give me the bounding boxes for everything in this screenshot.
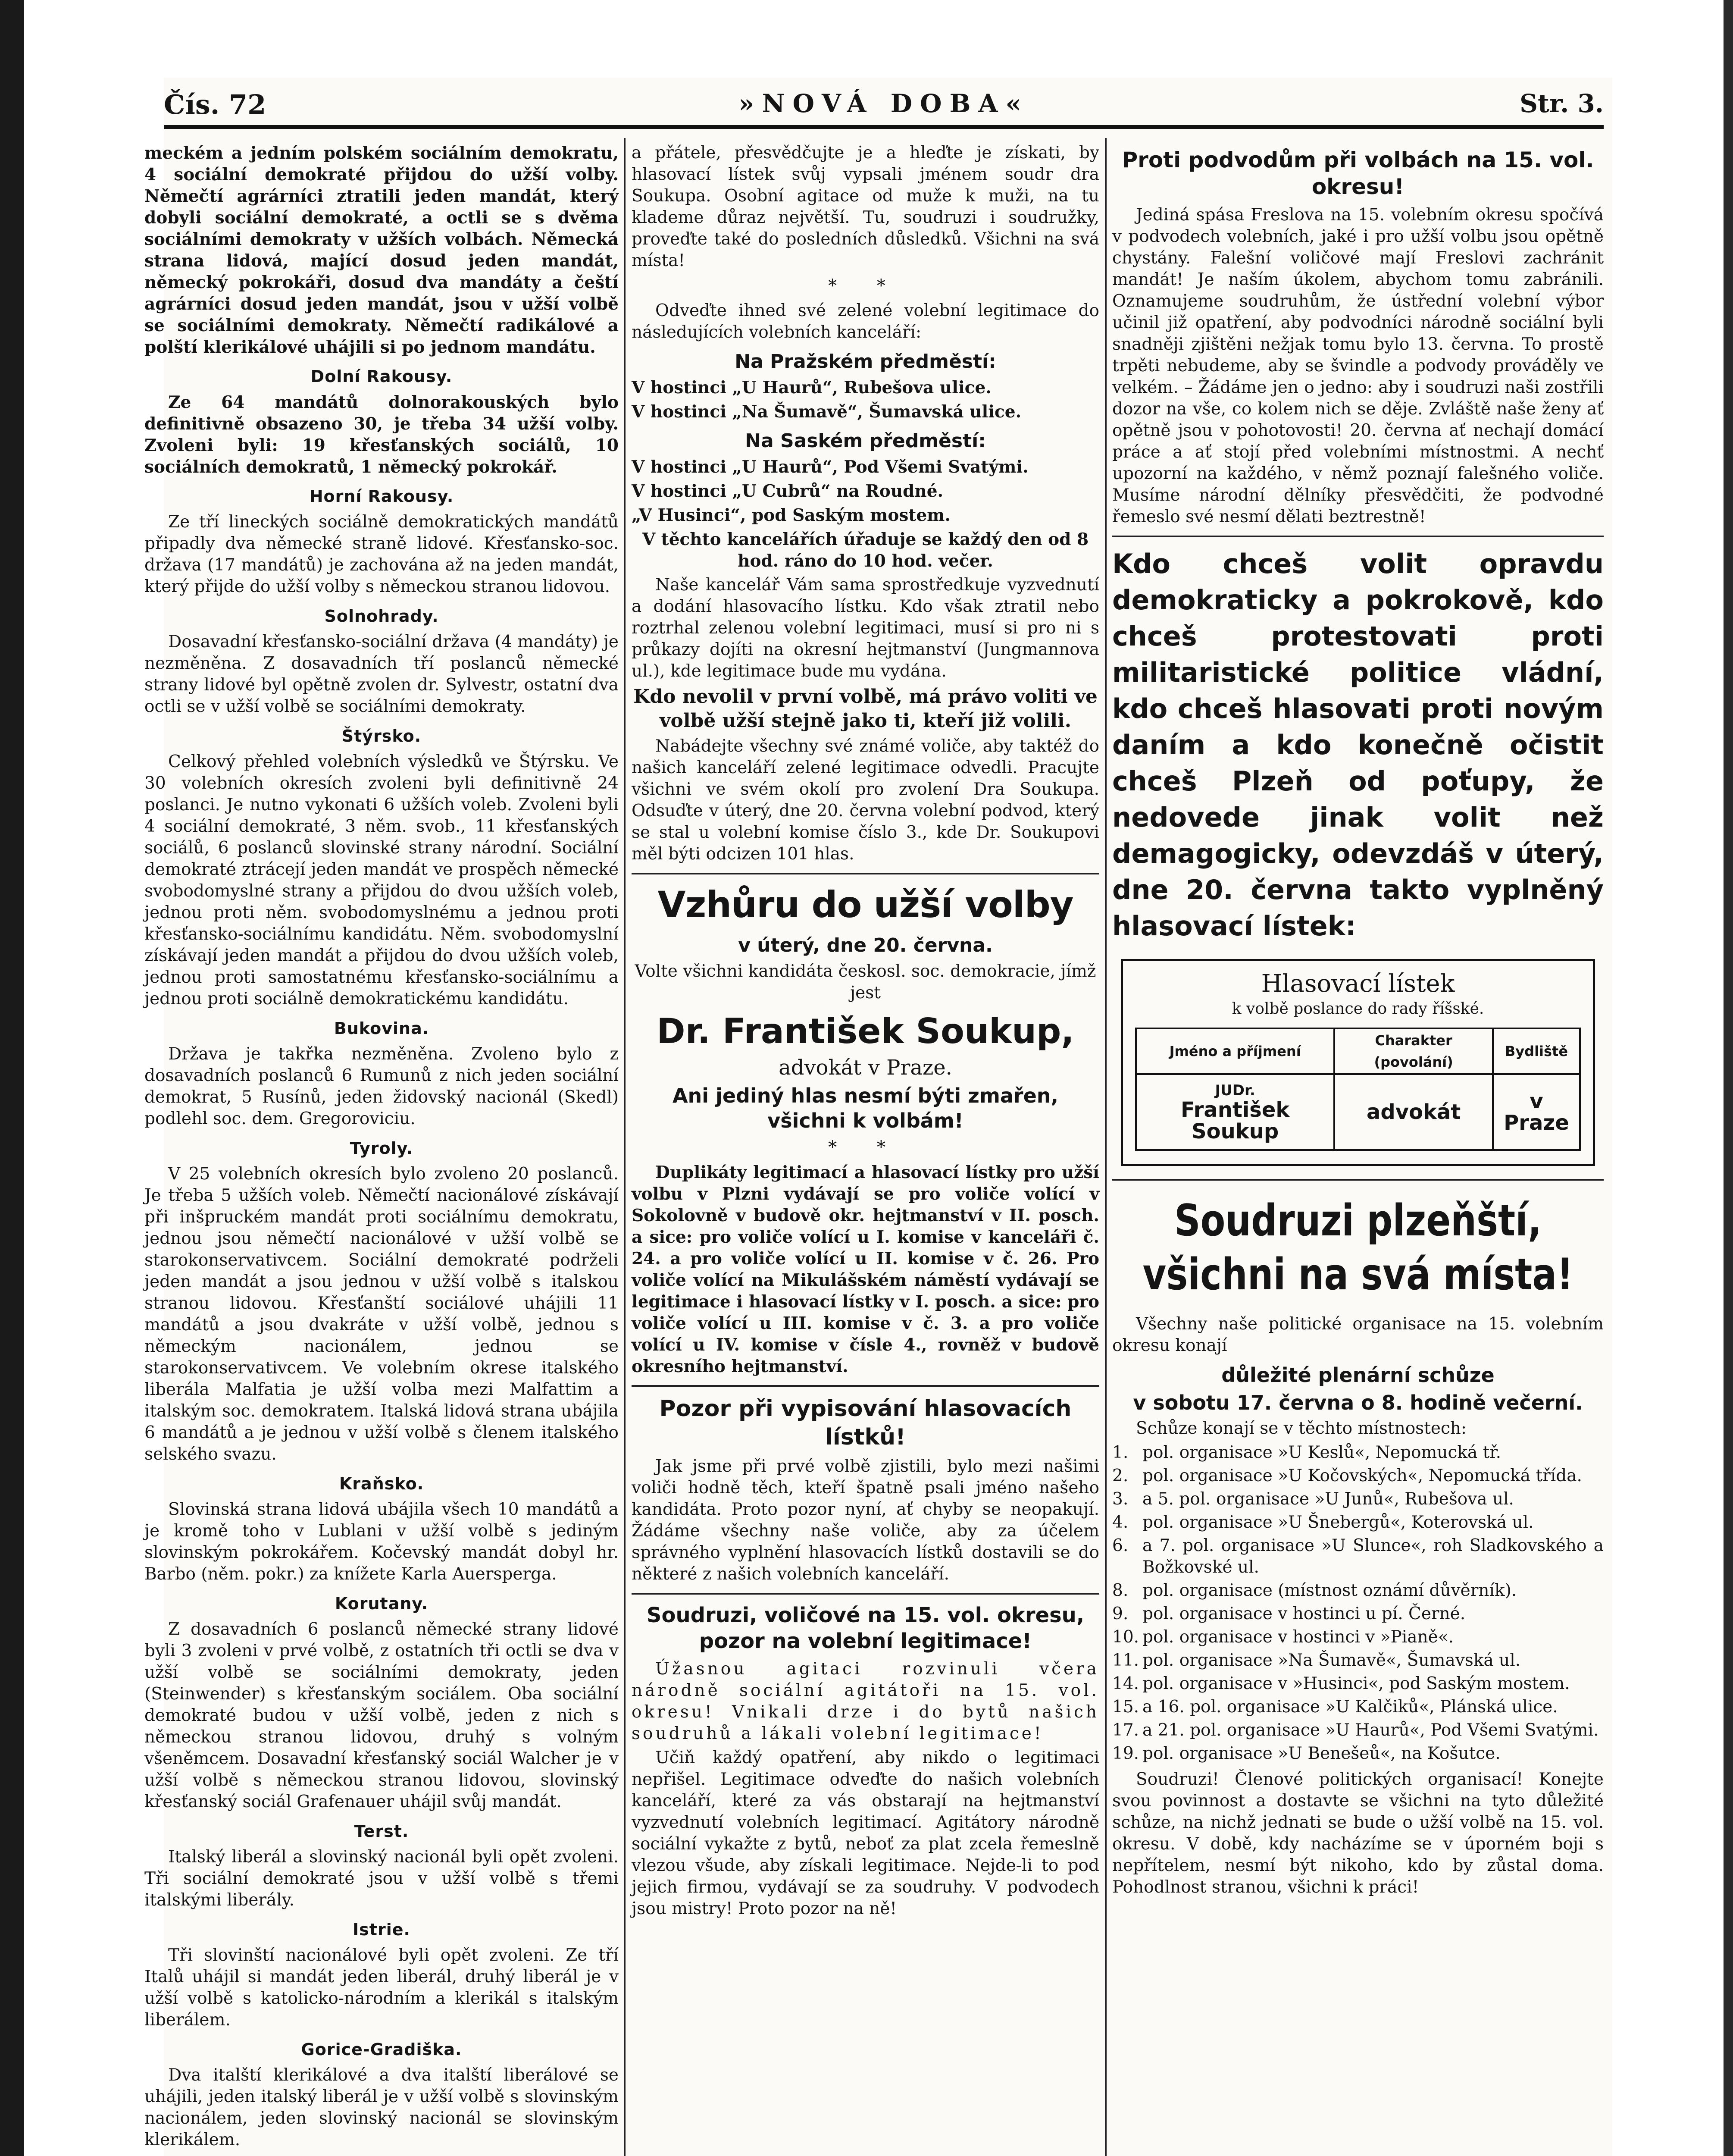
list-item-text: pol. organisace »U Keslů«, Nepomucká tř. xyxy=(1142,1443,1502,1462)
list-item-number: 1. xyxy=(1112,1443,1129,1462)
section-headline: Soudruzi, voličové na 15. vol. okresu, pozor na volební legitimace! xyxy=(646,1603,1085,1653)
list-item-number: 15. xyxy=(1112,1697,1139,1717)
article-paragraph: Soudruzi! Členové politických organisací! Konejte svou povinnost a dostavte se všichni na tyto důležité schůze, na nichž jednati se bude o užší volbě na 15. vol. okresu. V době, kdy nacházíme se v úporném boji s nepřítelem, nesmí být nikoho, kdo by zůstal doma. Pohodlnost stranou, všichni k práci! xyxy=(1112,1770,1604,1897)
article-paragraph: Jediná spása Freslova na 15. volebním okresu spočívá v podvodech volebních, jaké i pro užší volbu jsou opětně chystány. Falešní voličové mají Freslovi zachránit mandát! Je naším úkolem, abychom tomu zabránili. Oznamujeme soudruhům, že ústřední volební výbor učinil již opatření, aby podvodníci národně sociální byli snadněji zjištěni nežjak tomu bylo 13. června. To prostě trpěti nebudeme, aby se švindle a podvody prováděly ve velkém. – Žádáme jen o jedno: aby i soudruzi naši zostřili dozor na vše, co kolem nich se děje. Zvláště naše ženy ať opětně jsou v pohotovosti! 20. června ať nechají domácí práce a ať stojí před volebními místnostmi. A nechť upozorní na každého, v němž poznají falešného voliče. Musíme národní dělníky přesvědčiti, že podvodné řemeslo své nesmí dělati beztrestně! xyxy=(1112,205,1604,526)
list-item-text: pol. organisace »U Benešeů«, na Košutce. xyxy=(1142,1744,1501,1763)
article-paragraph: Volte všichni kandidáta českosl. soc. demokracie, jímž jest xyxy=(635,962,1096,1003)
article-paragraph: Italský liberál a slovinský nacionál byli opět zvoleni. Tři sociální demokraté jsou v užší volbě s třemi italskými liberály. xyxy=(144,1847,619,1910)
article-paragraph: Dva italští klerikálové a dva italští liberálové se uhájili, jeden italský liberál je v užší volbě s slovinským nacionálem, jeden slovinský nacionál se slovinským klerikálem. xyxy=(144,2065,619,2150)
ballot-subtitle: k volbě poslance do rady říšské. xyxy=(1232,1000,1484,1018)
masthead: »NOVÁ DOBA« xyxy=(738,89,1029,118)
section-headline: Pozor při vypisování hlasovacích lístků! xyxy=(659,1396,1072,1450)
section-heading: Solnohrady. xyxy=(324,607,439,626)
section-headline: Proti podvodům při volbách na 15. vol. okresu! xyxy=(1122,147,1594,199)
office-hours: V těchto kancelářích úřaduje se každý den od 8 hod. ráno do 10 hod. večer. xyxy=(642,530,1089,571)
page-header xyxy=(164,86,1604,125)
section-heading: Terst. xyxy=(354,1822,409,1841)
ballot-sample xyxy=(1121,959,1595,1166)
list-item xyxy=(1112,1720,1604,1741)
office-address: V hostinci „U Haurů“, Pod Všemi Svatými. xyxy=(632,457,1029,477)
list-item-text: pol. organisace »U Šnebergů«, Koterovská ul. xyxy=(1142,1513,1534,1532)
meeting-date: v sobotu 17. června o 8. hodině večerní. xyxy=(1133,1391,1583,1414)
list-item-text: a 16. pol. organisace »U Kalčiků«, Plánská ulice. xyxy=(1142,1697,1558,1717)
list-item-text: a 7. pol. organisace »U Slunce«, roh Sladkovského a Božkovské ul. xyxy=(1142,1536,1604,1577)
section-heading: Dolní Rakousy. xyxy=(310,367,453,386)
list-item-number: 8. xyxy=(1112,1581,1129,1600)
section-heading: Bukovina. xyxy=(334,1019,429,1038)
column-1 xyxy=(144,142,619,2156)
office-address: V hostinci „U Haurů“, Rubešova ulice. xyxy=(632,378,992,398)
office-address: V hostinci „U Cubrů“ na Roudné. xyxy=(632,481,944,501)
section-heading: Korutany. xyxy=(335,1594,429,1613)
article-paragraph: Celkový přehled volebních výsledků ve Štýrsku. Ve 30 volebních okresích zvoleni byli definitivně 24 poslanci. Je nutno vykonati 6 užších voleb. Zvoleni byli 4 sociální demokraté, 3 něm. svob., 11 křesťanských sociálů, 6 poslanců slovinské strany národní. Sociální demokraté ztrácejí jeden mandát ve prospěch německé svobodomyslné strany a přijdou do dvou užších voleb, jednou proti něm. svobodomyslnému a jednou proti křesťansko-sociálnímu kandidátu. Něm. svobodomyslní získávají jeden mandát a přijdou do dvou užších voleb, jednou proti samostatnému křesťansko-sociálnímu a jednou proti sociálně demokratickému kandidátu. xyxy=(144,752,619,1009)
section-heading: Istrie. xyxy=(353,1920,410,1939)
ballot-table xyxy=(1135,1028,1581,1151)
list-item-text: pol. organisace v »Husinci«, pod Saským mostem. xyxy=(1142,1674,1570,1693)
section-rule xyxy=(632,1385,1099,1387)
list-item-number: 2. xyxy=(1112,1466,1129,1485)
article-paragraph: Úžasnou agitaci rozvinuli včera národně sociální agitátoři na 15. vol. okresu! Vnikali drze i do bytů našich soudruhů a lákali volební legitimace! xyxy=(632,1659,1099,1743)
article-paragraph: Ze 64 mandátů dolnorakouských bylo definitivně obsazeno 30, je třeba 34 užší volby. Zvoleni byli: 19 křesťanských sociálů, 10 sociálních demokratů, 1 německý pokrokář. xyxy=(144,392,619,477)
ballot-col-residence: Bydliště xyxy=(1493,1028,1580,1074)
list-item-number: 4. xyxy=(1112,1513,1129,1532)
ballot-title-prefix: JUDr. xyxy=(1215,1082,1255,1099)
stars-separator: * * xyxy=(828,1138,903,1157)
list-item-text: pol. organisace v hostinci v »Pianě«. xyxy=(1142,1627,1454,1647)
section-heading: důležité plenární schůze xyxy=(1221,1363,1495,1387)
article-paragraph: Država je takřka nezměněna. Zvoleno bylo z dosavadních poslanců 6 Rumunů z nich jeden sociální demokrat, 5 Rusínů, jeden židovský nacionál (Skedl) podlehl soc. dem. Gregoroviciu. xyxy=(144,1044,619,1128)
office-address: „V Husinci“, pod Saským mostem. xyxy=(632,505,951,525)
bold-notice: Kdo nevolil v první volbě, má právo voliti ve volbě užší stejně jako ti, kteří již volili. xyxy=(633,686,1098,732)
office-address: V hostinci „Na Šumavě“, Šumavská ulice. xyxy=(632,402,1022,422)
list-item xyxy=(1112,1535,1604,1578)
article-paragraph: Jak jsme při prvé volbě zjistili, bylo mezi našimi voliči hodně těch, kteří špatně psali jméno našeho kandidáta. Proto pozor nyní, ať chyby se neopakují. Žádáme všechny naše voliče, aby za účelem správného vyplnění hlasovacích lístků dostavili se do některé z našich volebních kanceláří. xyxy=(632,1457,1099,1584)
candidate-profession: advokát v Praze. xyxy=(779,1056,952,1080)
list-item-number: 6. xyxy=(1112,1536,1129,1555)
column-2 xyxy=(632,142,1099,1922)
article-paragraph: Tři slovinští nacionálové byli opět zvoleni. Ze tří Italů uhájil si mandát jeden liberál, druhý liberál je v užší volbě s katolicko-národním a klerikál s italským liberálem. xyxy=(144,1946,619,2030)
list-item xyxy=(1112,1489,1604,1510)
bold-notice: Ani jediný hlas nesmí býti zmařen, všichni k volbám! xyxy=(672,1084,1059,1132)
big-headline: Vzhůru do užší volby xyxy=(657,884,1073,926)
list-item xyxy=(1112,1603,1604,1625)
article-paragraph: Naše kancelář Vám sama sprostředkuje vyzvednutí a dodání hlasovacího lístku. Kdo však ztratil nebo roztrhal zelenou volební legitimaci, musí si pro ni s průkazy dojíti na okresní hejtmanství (Jungmannova ul.), kde legitimace bude mu vydána. xyxy=(632,575,1099,681)
section-rule xyxy=(1112,536,1604,537)
section-heading: Gorice-Gradiška. xyxy=(301,2040,462,2059)
list-item-number: 9. xyxy=(1112,1604,1129,1623)
article-paragraph: V 25 volebních okresích bylo zvoleno 20 poslanců. Je třeba 5 užších voleb. Němečtí nacionálové získávají při inšpruckém mandát proti sociálnímu demokratu, jednou jsou němečtí nacionálové v užší volbě se starokonservativcem. Sociální demokraté podrželi jeden mandát a jsou jednou v užší volbě s italskou stranou lidovou. Křesťanští sociálové uhájili 11 mandátů a jsou dvakráte v užší volbě, jednou s německým nacionálem, jednou se starokonservativcem. Ve volebním okrese italského liberála Malfatia je užší volba mezi Malfattim a italským soc. demokratem. Italská lidová strana ubájila 6 mandátů a je jednou v užší volbě s členem italského selského svazu. xyxy=(144,1164,619,1464)
list-item-number: 14. xyxy=(1112,1674,1139,1693)
list-item xyxy=(1112,1743,1604,1764)
list-item-number: 3. xyxy=(1112,1489,1129,1509)
page-number: Str. 3. xyxy=(1520,89,1604,118)
column-3 xyxy=(1112,142,1604,1901)
ballot-candidate-cell xyxy=(1136,1074,1334,1150)
section-rule xyxy=(632,1593,1099,1595)
ballot-candidate: František Soukup xyxy=(1180,1098,1290,1144)
list-item xyxy=(1112,1673,1604,1695)
section-heading: Kraňsko. xyxy=(339,1474,424,1493)
article-paragraph: meckém a jedním polském sociálním demokratu, 4 sociální demokraté přijdou do užší volby. Němečtí agrárníci ztratili jeden mandát, který dobyli sociální demokraté, a octli se s dvěma sociálními demokraty v užších volbách. Německá strana lidová, mající dosud jeden mandát, německý pokrokáři, dosud dva mandáty a čeští agrárníci dosud jeden mandát, jsou v užší volbě se sociálními demokraty. Němečtí radikálové a polští klerikálové uhájili si po jednom mandátu. xyxy=(144,143,619,357)
stars-separator: * * xyxy=(828,276,903,296)
list-item-number: 10. xyxy=(1112,1627,1139,1647)
list-item xyxy=(1112,1696,1604,1718)
list-item-text: pol. organisace »Na Šumavě«, Šumavská ul. xyxy=(1142,1651,1521,1670)
article-paragraph: Schůze konají se v těchto místnostech: xyxy=(1136,1419,1467,1438)
ballot-residence: v Praze xyxy=(1493,1074,1580,1150)
list-item xyxy=(1112,1650,1604,1671)
section-heading: Tyroly. xyxy=(350,1139,413,1158)
article-paragraph: Učiň každý opatření, aby nikdo o legitimaci nepřišel. Legitimace odveďte do našich volebních kanceláří, které za vás obstarají na hejtmanství vyzvednutí volebních legitimací. Agitátory národně sociální vykažte z bytů, neboť za plat zcela řemeslně vlezou všude, aby získali legitimace. Nejde-li to pod jejich firmou, vydávají se za soudruhy. V podvodech jsou mistry! Proto pozor na ně! xyxy=(632,1748,1099,1918)
list-item xyxy=(1112,1465,1604,1487)
section-rule xyxy=(1112,1179,1604,1181)
list-item xyxy=(1112,1512,1604,1533)
column-divider xyxy=(1105,138,1107,2156)
list-item xyxy=(1112,1580,1604,1601)
big-appeal: Kdo chceš volit opravdu demokraticky a pokrokově, kdo chceš protestovati proti militaristické politice vládní, kdo chceš hlasovati proti novým daním a kdo konečně očistit chceš Plzeň od poťupy, že nedovede jinak volit než demagogicky, odevzdáš v úterý, dne 20. června takto vyplněný hlasovací lístek: xyxy=(1112,548,1604,942)
list-item-number: 17. xyxy=(1112,1720,1139,1740)
column-divider xyxy=(624,138,626,2156)
ballot-col-character: Charakter (povolání) xyxy=(1334,1028,1493,1074)
list-item-text: a 21. pol. organisace »U Haurů«, Pod Všemi Svatými. xyxy=(1142,1720,1599,1740)
list-item-text: pol. organisace (místnost oznámí důvěrník). xyxy=(1142,1581,1517,1600)
list-item-text: pol. organisace v hostinci u pí. Černé. xyxy=(1142,1604,1466,1623)
list-item-number: 11. xyxy=(1112,1651,1139,1670)
ballot-profession: advokát xyxy=(1334,1074,1493,1150)
ballot-title: Hlasovací lístek xyxy=(1261,970,1455,998)
article-paragraph: Odveďte ihned své zelené volební legitimace do následujících volebních kanceláří: xyxy=(632,301,1099,342)
big-headline: Soudruzi plzeňští, všichni na svá místa! xyxy=(1142,1195,1573,1300)
article-paragraph: Nabádejte všechny své známé voliče, aby taktéž do našich kanceláří zelené legitimace odvedli. Pracujte všichni ve svém okolí pro zvolení Dra Soukupa. Odsuďte v úterý, dne 20. června volební podvod, který se stal u volební komise číslo 3., kde Dr. Soukupovi měl býti odcizen 101 hlas. xyxy=(632,736,1099,864)
list-item-text: pol. organisace »U Kočovských«, Nepomucká třída. xyxy=(1142,1466,1582,1485)
header-rule xyxy=(164,125,1604,129)
list-item-text: a 5. pol. organisace »U Junů«, Rubešova ul. xyxy=(1142,1489,1514,1509)
list-item xyxy=(1112,1626,1604,1648)
article-paragraph: Dosavadní křesťansko-sociální država (4 mandáty) je nezměněna. Z dosavadních tří poslanců německé strany lidové byl opětně zvolen dr. Sylvestr, ostatní dva octli se v užší volbě se sociálními demokraty. xyxy=(144,632,619,716)
ballot-col-name: Jméno a příjmení xyxy=(1136,1028,1334,1074)
meeting-list xyxy=(1112,1442,1604,1764)
scan-edge-left xyxy=(0,0,24,2156)
article-paragraph: Duplikáty legitimací a hlasovací lístky pro užší volbu v Plzni vydávají se pro voliče volící v Sokolovně v budově okr. hejtmanství v II. posch. a sice: pro voliče volící u I. komise v kanceláři č. 24. a pro voliče volící u II. komise v č. 26. Pro voliče volící na Mikulášském náměstí vydávají se legitimace i hlasovací lístky v I. posch. a sice: pro voliče volící u III. komise v č. 3. a pro voliče volící u IV. komise v čísle 4., rovněž v budově okresního hejtmanství. xyxy=(632,1163,1099,1376)
article-paragraph: Z dosavadních 6 poslanců německé strany lidové byli 3 zvoleni v prvé volbě, z ostatních tři octli se dva v užší volbě se sociálními demokraty, jeden (Steinwender) s křesťanským sociálem. Oba sociální demokraté budou v užší volbě, jeden z nich s německou stranou lidovou, druhý s volným všeněmcem. Dosavadní křesťanský sociál Walcher je v užší volbě s německou stranou lidovou, slovinský křesťanský sociál Grafenauer uhájil svůj mandát. xyxy=(144,1620,619,1811)
section-rule xyxy=(632,873,1099,874)
section-heading: Na Saském předměstí: xyxy=(745,430,986,452)
article-paragraph: Slovinská strana lidová ubájila všech 10 mandátů a je kromě toho v Lublani v užší volbě s jediným slovinským pokrokářem. Kočevský mandát dobyl hr. Barbo (něm. pokr.) za knížete Karla Auersperga. xyxy=(144,1500,619,1584)
article-paragraph: a přátele, přesvědčujte je a hleďte je získati, by hlasovací lístek svůj vypsali jménem soudr dra Soukupa. Osobní agitace od muže k muži, na tu klademe důraz největší. Tu, soudruzi i soudružky, proveďte také do posledních důsledků. Všichni na svá místa! xyxy=(632,143,1099,270)
scan-edge-right xyxy=(1724,0,1733,2156)
candidate-name: Dr. František Soukup, xyxy=(657,1011,1074,1051)
section-heading: Na Pražském předměstí: xyxy=(735,351,996,373)
article-paragraph: Ze tří lineckých sociálně demokratických mandátů připadly dva německé straně lidové. Křesťansko-soc. država (17 mandátů) je zachována až na jeden mandát, který přijde do užší volby s německou stranou lidovou. xyxy=(144,512,619,596)
subheadline: v úterý, dne 20. června. xyxy=(738,934,993,956)
section-heading: Horní Rakousy. xyxy=(309,487,454,506)
list-item xyxy=(1112,1442,1604,1463)
section-heading: Štýrsko. xyxy=(341,727,422,746)
issue-number: Čís. 72 xyxy=(164,89,266,120)
list-item-number: 19. xyxy=(1112,1744,1139,1763)
article-paragraph: Všechny naše politické organisace na 15. volebním okresu konají xyxy=(1112,1314,1604,1355)
